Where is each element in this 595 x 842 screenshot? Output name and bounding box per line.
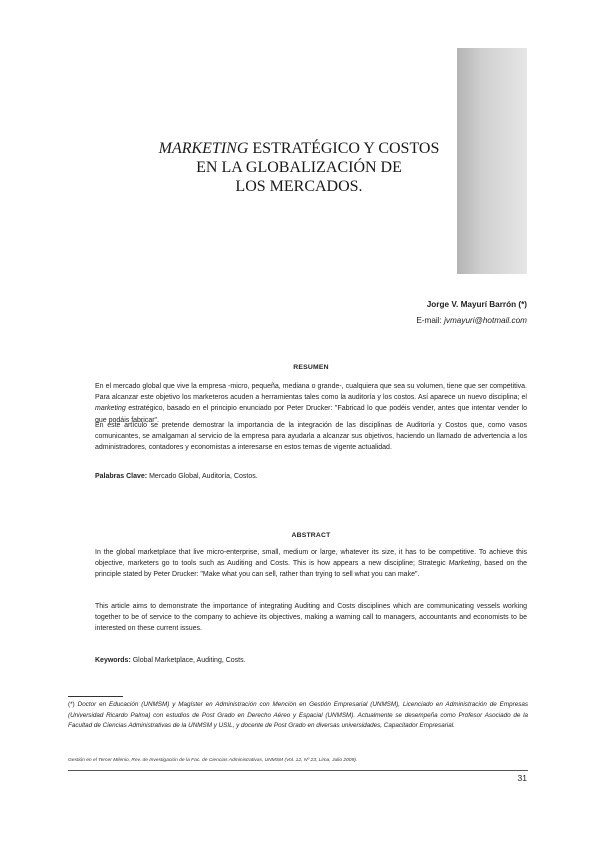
abstract-p1-emphasis: Marketing [448, 560, 480, 568]
title-italic-word: MARKETING [158, 140, 249, 157]
journal-citation: Gestión en el Tercer Milenio, Rev. de Investigación de la Fac. de Ciencias Administrativas, UNMSM (Vol. 12, Nº 23, Lima, Julio 2009). [68, 758, 358, 763]
resumen-heading: RESUMEN [293, 364, 329, 371]
abstract-keywords-label: Keywords: [95, 657, 131, 664]
footnote-divider [68, 696, 123, 697]
abstract-keywords [95, 655, 527, 666]
abstract-p1-start: In the global marketplace that live micro-enterprise, small, medium or large, whatever its size, it has to be competitive. To achieve this objective, marketers go to tools such as Auditing and Costs. This is how appears a new discipline; Strategic [95, 549, 527, 568]
author-name: Jorge V. Mayurí Barrón (*) [426, 300, 527, 309]
author-email-line [300, 313, 527, 329]
abstract-heading: ABSTRACT [291, 532, 331, 539]
author-block [300, 297, 527, 329]
page-number: 31 [517, 773, 527, 783]
footer-divider [68, 770, 528, 771]
resumen-keywords-label: Palabras Clave: [95, 473, 148, 480]
resumen-keywords-value: Mercado Global, Auditoría, Costos. [147, 473, 258, 480]
email-link[interactable]: jvmayuri@hotmail.com [444, 316, 527, 325]
title-line-1-rest: ESTRATÉGICO Y COSTOS [248, 140, 440, 157]
title-line-2: EN LA GLOBALIZACIÓN DE [196, 159, 402, 176]
title-line-1 [70, 139, 528, 158]
email-label: E-mail: [416, 316, 445, 325]
resumen-p1-end: estratégico, basado en el principio enunciado por Peter Drucker: "Fabricad lo que podéis vender, antes que intentar vender lo que podáis fabricar". [95, 405, 527, 424]
title-line-3: LOS MERCADOS. [235, 178, 363, 195]
author-footnote [68, 700, 528, 732]
footnote-text: Doctor en Educación (UNMSM) y Magíster en Administración con Mención en Gestión Empresarial (UNMSM), Licenciado en Administración de Empresas (Universidad Ricardo Palma) con estudios de Post Grado en Derecho Aéreo y Espacial (UNMSM). Actualmente se desempeña como Profesor Asociado de la Facultad de Ciencias Administrativas de la UNMSM y USIL, y docente de Post Grado en diversas universidades, Capacitador Empresarial. [68, 701, 528, 730]
resumen-p1-emphasis: marketing [95, 405, 126, 413]
abstract-p1-end: , based on the principle stated by Peter Drucker: "Make what you can sell, rather than trying to sell what you can make". [95, 560, 527, 579]
abstract-keywords-value: Global Marketplace, Auditing, Costs. [130, 657, 246, 664]
abstract-paragraph-2: This article aims to demonstrate the importance of integrating Auditing and Costs disciplines which are communicating vessels working together to be of service to the company to achieve its objectives, making a warning call to managers, accountants and economists to be interested on these current issues. [95, 603, 527, 633]
resumen-keywords [95, 471, 527, 482]
resumen-p1-start: En el mercado global que vive la empresa -micro, pequeña, mediana o grande-, cualquiera que sea su volumen, tiene que ser competitiva. Para alcanzar este objetivo los marketeros acuden a herramientas tales como la auditoría y los costos. Así aparece un nuevo disciplina; el [95, 383, 527, 402]
footnote-mark: (*) [68, 701, 75, 708]
article-title [70, 139, 528, 196]
abstract-paragraph-1 [95, 547, 527, 581]
resumen-paragraph-2: En este artículo se pretende demostrar la importancia de la integración de las disciplinas de Auditoría y Costos que, como vasos comunicantes, se amalgaman al servicio de la empresa para ayudarla a alcanzar sus objetivos, haciendo un llamado de advertencia a los administradores, contadores y economistas a interesarse en estos temas de vigente actualidad. [95, 422, 527, 452]
